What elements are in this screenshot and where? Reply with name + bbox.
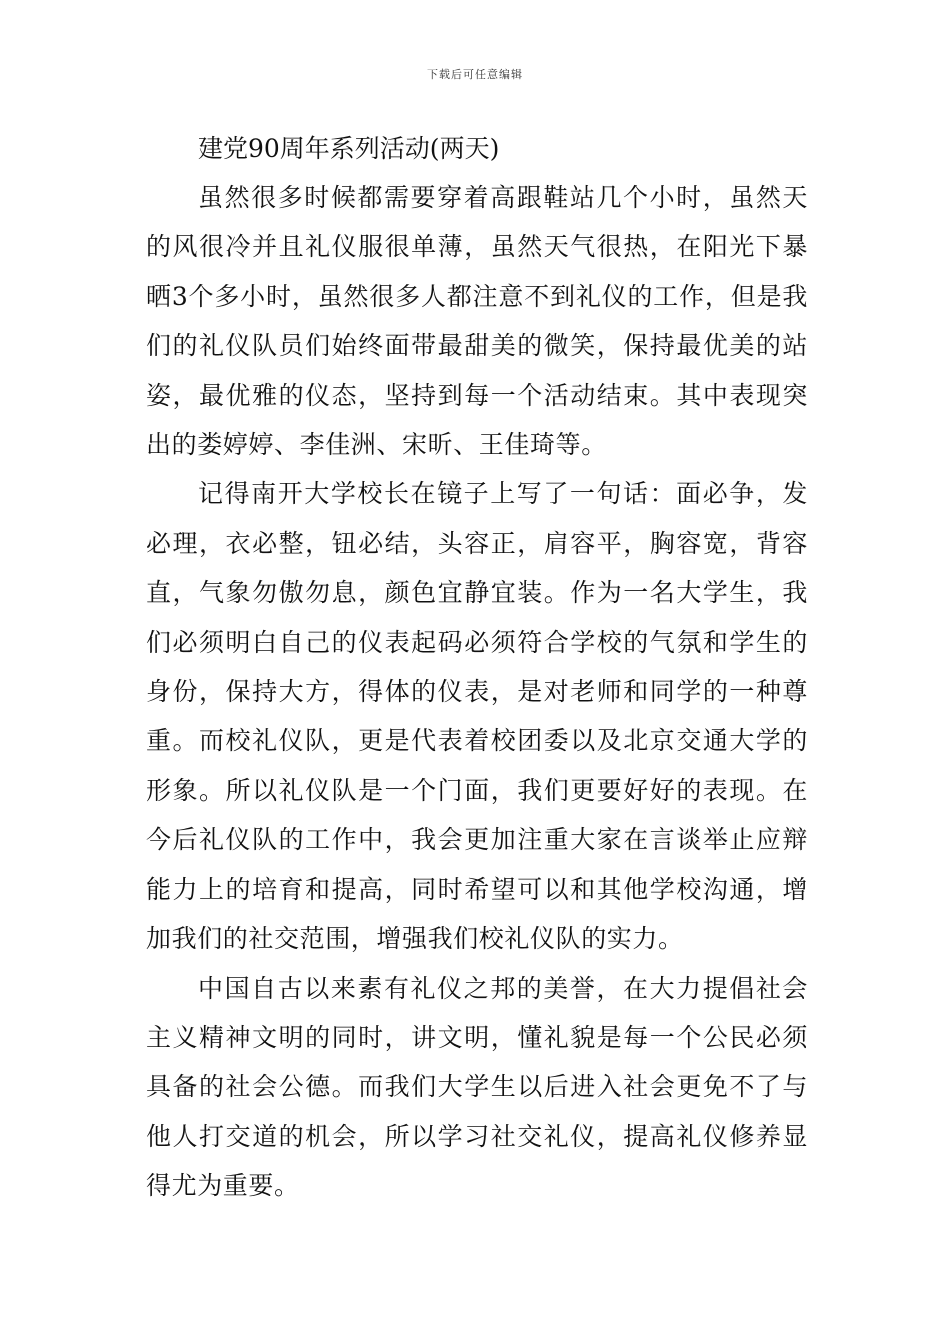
page-header-note: 下载后可任意编辑 xyxy=(427,68,523,81)
paragraph-3: 中国自古以来素有礼仪之邦的美誉，在大力提倡社会主义精神文明的同时，讲文明，懂礼貌是每一个公民必须具备的社会公德。而我们大学生以后进入社会更免不了与他人打交道的机会，所以学习社交礼仪，提高礼仪修养显得尤为重要。 xyxy=(146,973,808,1201)
section-heading: 建党90周年系列活动(两天) xyxy=(198,134,500,163)
paragraph-1: 虽然很多时候都需要穿着高跟鞋站几个小时，虽然天的风很冷并且礼仪服很单薄，虽然天气很热，在阳光下暴晒3个多小时，虽然很多人都注意不到礼仪的工作，但是我们的礼仪队员们始终面带最甜美的微笑，保持最优美的站姿，最优雅的仪态，坚持到每一个活动结束。其中表现突出的娄婷婷、李佳洲、宋昕、王佳琦等。 xyxy=(146,183,808,460)
document-body xyxy=(146,124,808,1211)
paragraph-2: 记得南开大学校长在镜子上写了一句话：面必争，发必理，衣必整，钮必结，头容正，肩容平，胸容宽，背容直，气象勿傲勿息，颜色宜静宜装。作为一名大学生，我们必须明白自己的仪表起码必须符合学校的气氛和学生的身份，保持大方，得体的仪表，是对老师和同学的一种尊重。而校礼仪队，更是代表着校团委以及北京交通大学的形象。所以礼仪队是一个门面，我们更要好好的表现。在今后礼仪队的工作中，我会更加注重大家在言谈举止应辩能力上的培育和提高，同时希望可以和其他学校沟通，增加我们的社交范围，增强我们校礼仪队的实力。 xyxy=(146,479,808,954)
